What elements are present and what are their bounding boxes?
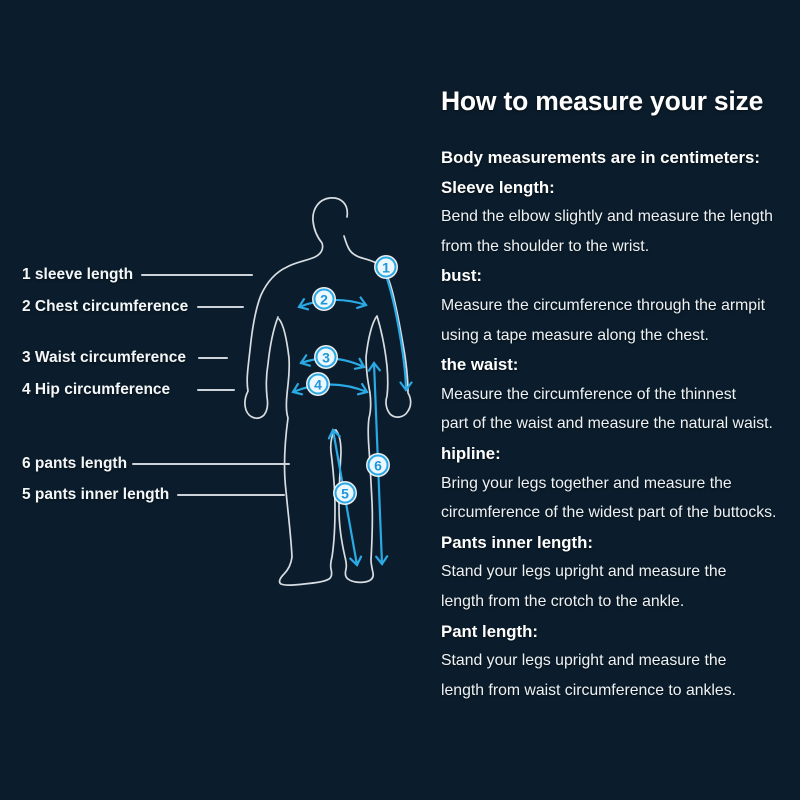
- label-sleeve-length: 1 sleeve length: [22, 266, 134, 283]
- label-pants-length: 6 pants length: [22, 455, 128, 472]
- section-line: Measure the circumference through the armpit: [441, 296, 765, 314]
- section-heading-sleeve: Sleeve length:: [441, 177, 555, 197]
- section-line: length from the crotch to the ankle.: [441, 592, 685, 610]
- label-pants-inner-length: 5 pants inner length: [22, 486, 170, 503]
- section-line: Measure the circumference of the thinnest: [441, 385, 737, 403]
- section-heading-bust: bust:: [441, 266, 483, 286]
- section-heading-pants-inner: Pants inner length:: [441, 532, 593, 552]
- section-line: from the shoulder to the wrist.: [441, 237, 650, 255]
- section-line: part of the waist and measure the natural waist.: [441, 415, 773, 433]
- section-line: Bend the elbow slightly and measure the length: [441, 208, 773, 226]
- sleeve-arrow: [379, 259, 406, 390]
- label-chest-circumference: 2 Chest circumference: [22, 298, 189, 315]
- measure-marker-2: 2: [314, 289, 335, 310]
- measure-marker-3: 3: [316, 347, 337, 368]
- section-heading-pant-length: Pant length:: [441, 621, 538, 641]
- label-waist-circumference: 3 Waist circumference: [22, 349, 186, 366]
- section-line: Stand your legs upright and measure the: [441, 563, 727, 581]
- label-hip-circumference: 4 Hip circumference: [22, 381, 171, 398]
- section-line: Stand your legs upright and measure the: [441, 652, 727, 670]
- section-line: circumference of the widest part of the buttocks.: [441, 504, 777, 522]
- instructions-column: [441, 84, 797, 705]
- measure-marker-4: 4: [308, 374, 329, 395]
- page-title: How to measure your size: [441, 86, 764, 116]
- measure-marker-5: 5: [335, 483, 356, 504]
- section-heading-hipline: hipline:: [441, 443, 501, 463]
- measure-marker-6: 6: [368, 455, 389, 476]
- intro-line: Body measurements are in centimeters:: [441, 148, 760, 167]
- section-heading-waist: the waist:: [441, 355, 519, 375]
- measure-marker-1: 1: [376, 257, 397, 278]
- section-line: using a tape measure along the chest.: [441, 326, 709, 344]
- hip-arrow: [293, 385, 367, 393]
- section-line: length from waist circumference to ankles.: [441, 681, 736, 699]
- section-line: Bring your legs together and measure the: [441, 474, 732, 492]
